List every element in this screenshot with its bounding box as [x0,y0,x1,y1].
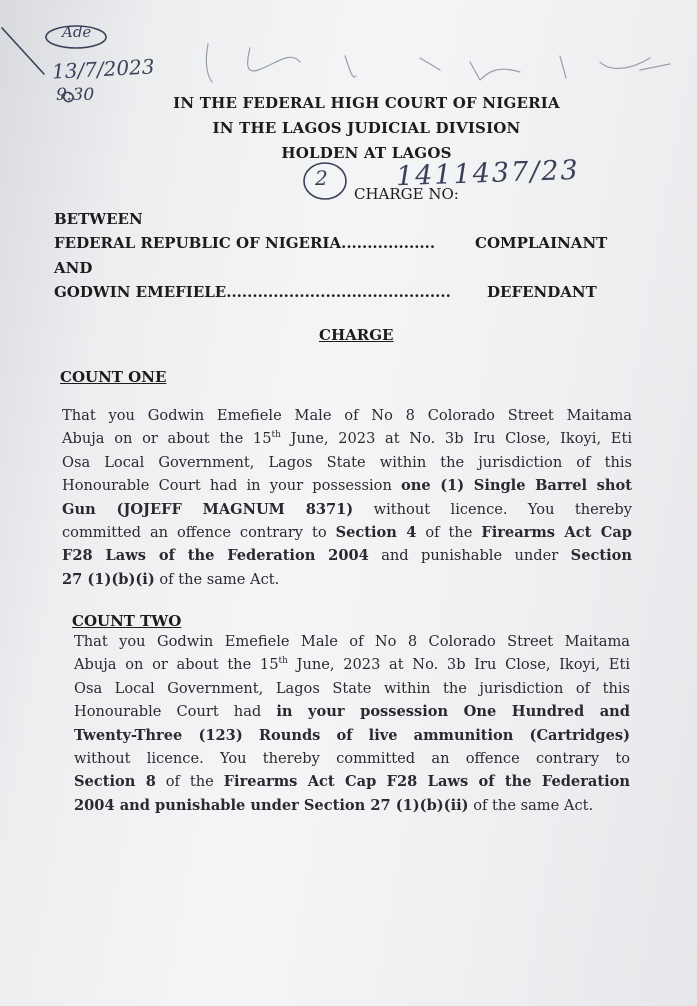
complainant-leader-dots: .................. [341,234,436,252]
handwritten-date: 13/7/2023 [51,54,156,84]
count-one-heading: COUNT ONE [60,368,167,386]
count-one-line: committed an offence contrary to Section 4 of the Firearms Act Cap [62,523,633,541]
judicial-division: IN THE LAGOS JUDICIAL DIVISION [212,119,521,137]
count-two-paragraph [74,630,630,817]
count-two-line: 2004 and punishable under Section 27 (1)(b)(ii) of the same Act. [74,796,594,814]
circled-number: 2 [315,166,328,190]
defendant-role: DEFENDANT [487,283,597,301]
defendant-leader-dots: ........................................... [226,283,451,301]
count-one-line: 27 (1)(b)(i) of the same Act. [62,570,280,588]
and-label: AND [54,259,93,277]
handwritten-charge-number: 1411437/23 [395,154,581,193]
court-name: IN THE FEDERAL HIGH COURT OF NIGERIA [173,94,560,112]
count-one-line: F28 Laws of the Federation 2004 and punishable under Section [62,547,633,565]
defendant-name: GODWIN EMEFIELE [54,283,227,301]
count-one-line: Gun (JOJEFF MAGNUM 8371) without licence. You thereby [62,500,632,518]
count-two-line: Section 8 of the Firearms Act Cap F28 Laws of the Federation [74,773,630,791]
defendant-line [54,283,451,301]
complainant-line [54,234,435,252]
pen-slash-mark [2,28,44,74]
count-two-line: Abuja on or about the 15th June, 2023 at No. 3b Iru Close, Ikoyi, Eti [74,656,630,674]
count-one-paragraph [62,404,632,591]
between-label: BETWEEN [54,210,143,228]
handwritten-time: 9:30 [56,85,95,105]
count-one-line: That you Godwin Emefiele Male of No 8 Colorado Street Maitama [62,407,632,424]
circled-initials: Ade [62,23,92,41]
count-two-heading: COUNT TWO [72,612,182,630]
count-one-line: Honourable Court had in your possession one (1) Single Barrel shot [62,477,632,495]
charge-no-label: CHARGE NO: [354,185,459,203]
complainant-role: COMPLAINANT [475,234,608,252]
count-one-line: Osa Local Government, Lagos State within the jurisdiction of this [62,453,632,471]
complainant-name: FEDERAL REPUBLIC OF NIGERIA [54,234,342,252]
holden-at: HOLDEN AT LAGOS [281,144,452,162]
faint-signature-scribble [206,44,670,82]
count-two-line: Osa Local Government, Lagos State within the jurisdiction of this [74,679,630,697]
count-two-line: Honourable Court had in your possession One Hundred and [74,703,630,721]
count-two-line: That you Godwin Emefiele Male of No 8 Colorado Street Maitama [74,633,630,650]
charge-title: CHARGE [319,326,394,344]
count-two-line: Twenty-Three (123) Rounds of live ammunition (Cartridges) [74,726,630,744]
count-one-line: Abuja on or about the 15th June, 2023 at No. 3b Iru Close, Ikoyi, Eti [62,430,632,448]
count-two-line: without licence. You thereby committed an offence contrary to [74,749,630,767]
